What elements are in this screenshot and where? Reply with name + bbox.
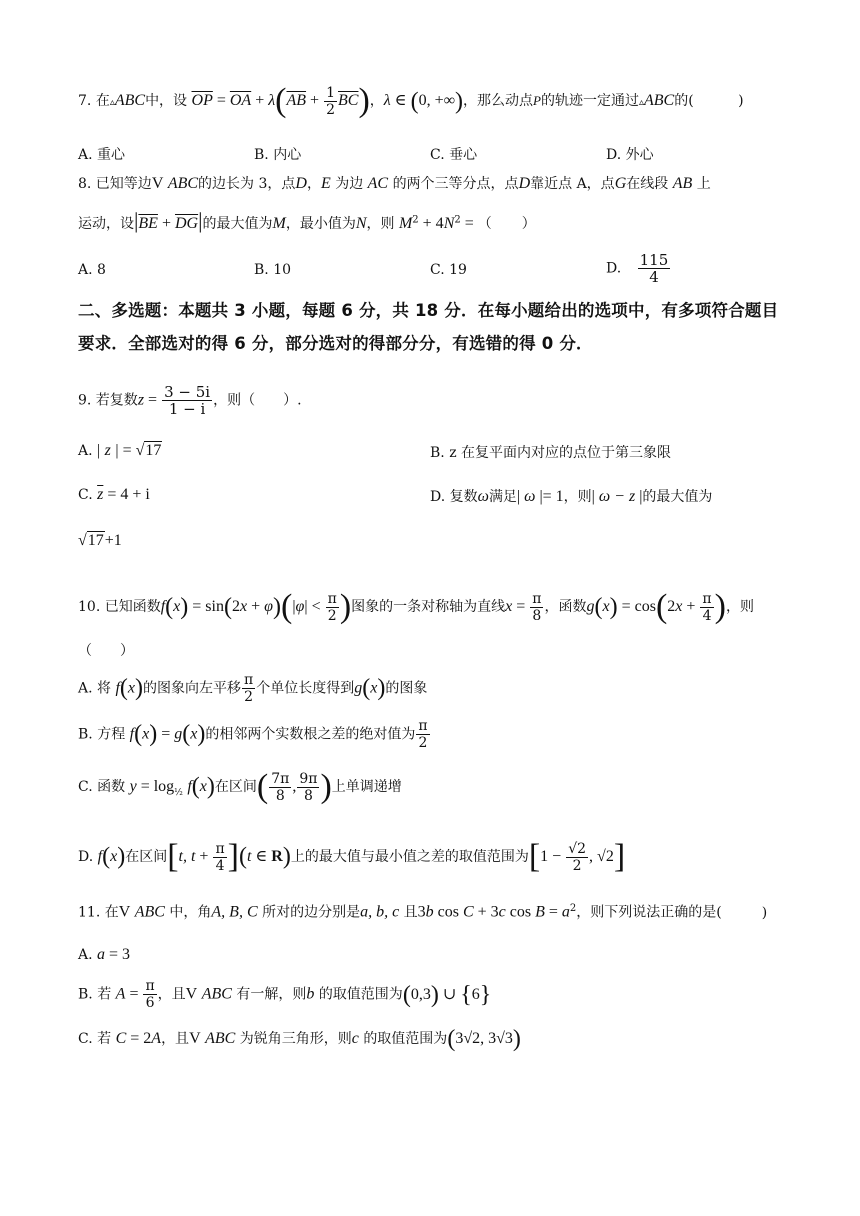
- q9-option-d-value: √17+1: [78, 532, 122, 549]
- q8-text: 运动，设: [78, 216, 134, 232]
- plus-sign: +: [306, 92, 324, 109]
- q10-text: 图象的一条对称轴为直线: [351, 599, 506, 615]
- q10-text: 上单调递增: [331, 779, 402, 795]
- q7-abc: ABC: [114, 92, 146, 109]
- paren-right: ): [358, 82, 370, 119]
- q11-text: 所对的边分别是: [262, 904, 361, 921]
- q10-text: A. 将: [78, 680, 112, 697]
- q10-text: 在区间: [125, 849, 168, 865]
- q7-option-b: B. 内心: [254, 147, 302, 163]
- q7-text: 的(: [674, 93, 694, 109]
- q8-option-d-fraction: $\frac{115}{4}$: [639, 251, 669, 286]
- plus-sign: +: [251, 92, 269, 109]
- q11-text: 的取值范围为: [363, 1031, 448, 1048]
- lambda: λ: [383, 92, 391, 109]
- q7-number: 7.: [78, 93, 92, 109]
- q10-text: 个单位长度得到: [256, 680, 355, 697]
- q8-text: ，: [306, 176, 321, 192]
- q10-paren: （ ）: [78, 643, 134, 659]
- question-11: 11. 在V ABC 中，角A, B, C 所对的边分别是a, b, c 且3b cos C + 3c $\cos B = a^2$，则下列说法正确的是( ): [78, 903, 768, 921]
- q9-option-d: D. 复数ω满足| ω |= 1，则| ω − z |的最大值为: [430, 488, 713, 505]
- q10-option-b: B. 方程 f(x) = g(x)的相邻两个实数根之差的绝对值为 $\frac{\pi}{2}$: [78, 718, 428, 751]
- q10-text: 在区间: [214, 779, 257, 795]
- q10-text: 的相邻两个实数根之差的绝对值为: [205, 726, 416, 743]
- q10-text: 10. 已知函数: [78, 599, 161, 615]
- q8-text: ）: [521, 216, 536, 232]
- q7-text: ): [738, 93, 744, 109]
- q7-text: 的轨迹一定通过: [540, 93, 639, 109]
- q8-text: 的两个三等分点，点: [392, 176, 519, 192]
- q7-option-c: C. 垂心: [430, 147, 478, 163]
- q11-text: 中，角: [169, 904, 212, 921]
- q11-text: ，且: [161, 1031, 190, 1048]
- vec-bc: $\overline{BC}$: [338, 92, 359, 109]
- q8-text: （: [477, 216, 492, 232]
- q7-abc: ABC: [643, 92, 675, 109]
- q8-option-c: C. 19: [430, 262, 467, 278]
- q10-option-c: C. 函数 $y = \log_{\frac{1}{2}} f(x)$在区间( $\frac{7\pi}{8}$ , $\frac{9\pi}{8}$ )上单调递增: [78, 768, 402, 805]
- q8-text: ，最小值为: [285, 216, 356, 232]
- q10-option-d: D. f(x)在区间[t, t + $\frac{\pi}{4}$ ](t ∈ R)上的最大值与最小值之差的取值范围为[1 − $\frac{√2}{2}$ , √2]: [78, 838, 626, 875]
- q8-option-d: [606, 252, 671, 285]
- q8-text: 为边: [335, 176, 364, 192]
- q11-text: ): [761, 904, 768, 921]
- q8-text: 上: [696, 176, 711, 192]
- q10-text: ，则: [725, 599, 754, 615]
- q8-text: 的边长为 3，点: [198, 176, 296, 192]
- q8-text: 靠近点 A，点: [530, 176, 615, 192]
- q10-text: 上的最大值与最小值之差的取值范围为: [290, 849, 529, 865]
- q11-text: A.: [78, 947, 93, 963]
- q8-text: ，则: [366, 216, 395, 232]
- frac-half: $\frac{1}{2}$: [326, 84, 335, 118]
- q10-text: 的图象: [385, 680, 428, 697]
- question-10: 10. 已知函数f(x) = sin(2x + φ)(|φ| < $\frac{\pi}{2}$ )图象的一条对称轴为直线x = $\frac{\pi}{8}$ ，函数g(x) = cos(2x + $\frac{\pi}{4}$ )，则: [78, 588, 754, 625]
- section-2-heading: 二、多选题：本题共 3 小题，每题 6 分，共 18 分．在每小题给出的选项中，有多项符合题目要求．全部选对的得 6 分，部分选对的得部分分，有选错的得 0 分．: [78, 301, 779, 353]
- q8-text: 的最大值为: [202, 216, 273, 232]
- q11-option-c: C. 若 C = 2A，且V ABC 为锐角三角形，则c 的取值范围为(3√2, 3√3): [78, 1026, 521, 1052]
- q8-text: 8. 已知等边: [78, 176, 152, 192]
- in-interval: ∈ (0, +∞): [390, 88, 463, 115]
- q8-option-a: A. 8: [78, 262, 106, 278]
- q8-option-d-label: D.: [606, 260, 622, 277]
- q9-text: ，则: [563, 489, 592, 505]
- q7-text: ，那么动点: [463, 93, 533, 109]
- q7-text: ，: [369, 93, 384, 109]
- q9-text: D. 复数: [430, 489, 478, 505]
- q10-option-a: A. 将 f(x)的图象向左平移 $\frac{\pi}{2}$ 个单位长度得到g(x)的图象: [78, 672, 428, 705]
- q11-text: 的取值范围为: [318, 986, 403, 1003]
- q11-option-b: B. 若 A = $\frac{\pi}{6}$ ，且V ABC 有一解，则b 的取值范围为(0,3) ∪ {6}: [78, 978, 492, 1011]
- vec-ab: $\overline{AB}$: [286, 92, 307, 109]
- q9-text: ，则（ ）.: [213, 392, 302, 409]
- q8-option-b: B. 10: [254, 262, 292, 278]
- q11-option-a: A. a = 3: [78, 946, 131, 963]
- question-8-line-2: 运动，设$|\overline{BE} + \overline{DG}|$的最大值为M，最小值为N，则 $M^2 + 4N^2$ = （ ）: [78, 208, 536, 233]
- question-9: 9. 若复数z = $\frac{3 - 5i}{1 - i}$ ，则（ ）.: [78, 383, 302, 418]
- q9-fraction: $\frac{3 - 5i}{1 - i}$: [164, 383, 211, 418]
- q10-text: D.: [78, 849, 94, 865]
- q9-option-c-label: C.: [78, 487, 93, 503]
- q8-text: 在线段: [626, 176, 669, 192]
- q7-option-d: D. 外心: [606, 147, 654, 163]
- q11-text: 为锐角三角形，则: [239, 1031, 352, 1048]
- q9-option-a: A. | z | = √17: [78, 442, 162, 459]
- q7-option-a: A. 重心: [78, 147, 126, 163]
- lambda: λ: [268, 92, 276, 109]
- q7-text: 在: [95, 93, 110, 109]
- eq-sign: =: [212, 92, 230, 109]
- q9-text: 满足: [488, 489, 517, 505]
- triangle-symbol: ▵: [638, 97, 644, 108]
- q9-text: 的最大值为: [642, 489, 713, 505]
- question-7: [78, 84, 744, 118]
- q11-text: ，则下列说法正确的是(: [576, 904, 722, 921]
- paren-left: (: [275, 82, 287, 119]
- q11-text: B. 若: [78, 986, 112, 1003]
- q9-option-a-label: A.: [78, 443, 93, 459]
- q9-option-c: C. $\overline{z} = 4 + i$: [78, 486, 150, 503]
- q7-text: 中，设: [145, 93, 188, 109]
- q11-text: 有一解，则: [236, 986, 307, 1003]
- q11-text: C. 若: [78, 1031, 112, 1048]
- vec-oa: $\overline{OA}$: [229, 92, 252, 109]
- point-p: P: [533, 93, 541, 108]
- question-8-line-1: 8. 已知等边V ABC的边长为 3，点D，E 为边 AC 的两个三等分点，点D靠近点 A，点G在线段 AB 上: [78, 175, 711, 192]
- q11-text: 且: [403, 904, 418, 921]
- q9-text: 9. 若复数: [78, 392, 138, 409]
- q9-option-b: B. z 在复平面内对应的点位于第三象限: [430, 445, 672, 461]
- q11-text: 11. 在: [78, 904, 119, 921]
- q9-tail: +1: [104, 532, 122, 549]
- q10-text: 的图象向左平移: [143, 680, 242, 697]
- q10-text: B. 方程: [78, 726, 126, 743]
- q11-text: ，且: [157, 986, 186, 1003]
- q10-text: C. 函数: [78, 779, 126, 795]
- vec-op: $\overline{OP}$: [191, 92, 213, 109]
- q10-text: ，函数: [544, 599, 587, 615]
- triangle-symbol: ▵: [109, 97, 115, 108]
